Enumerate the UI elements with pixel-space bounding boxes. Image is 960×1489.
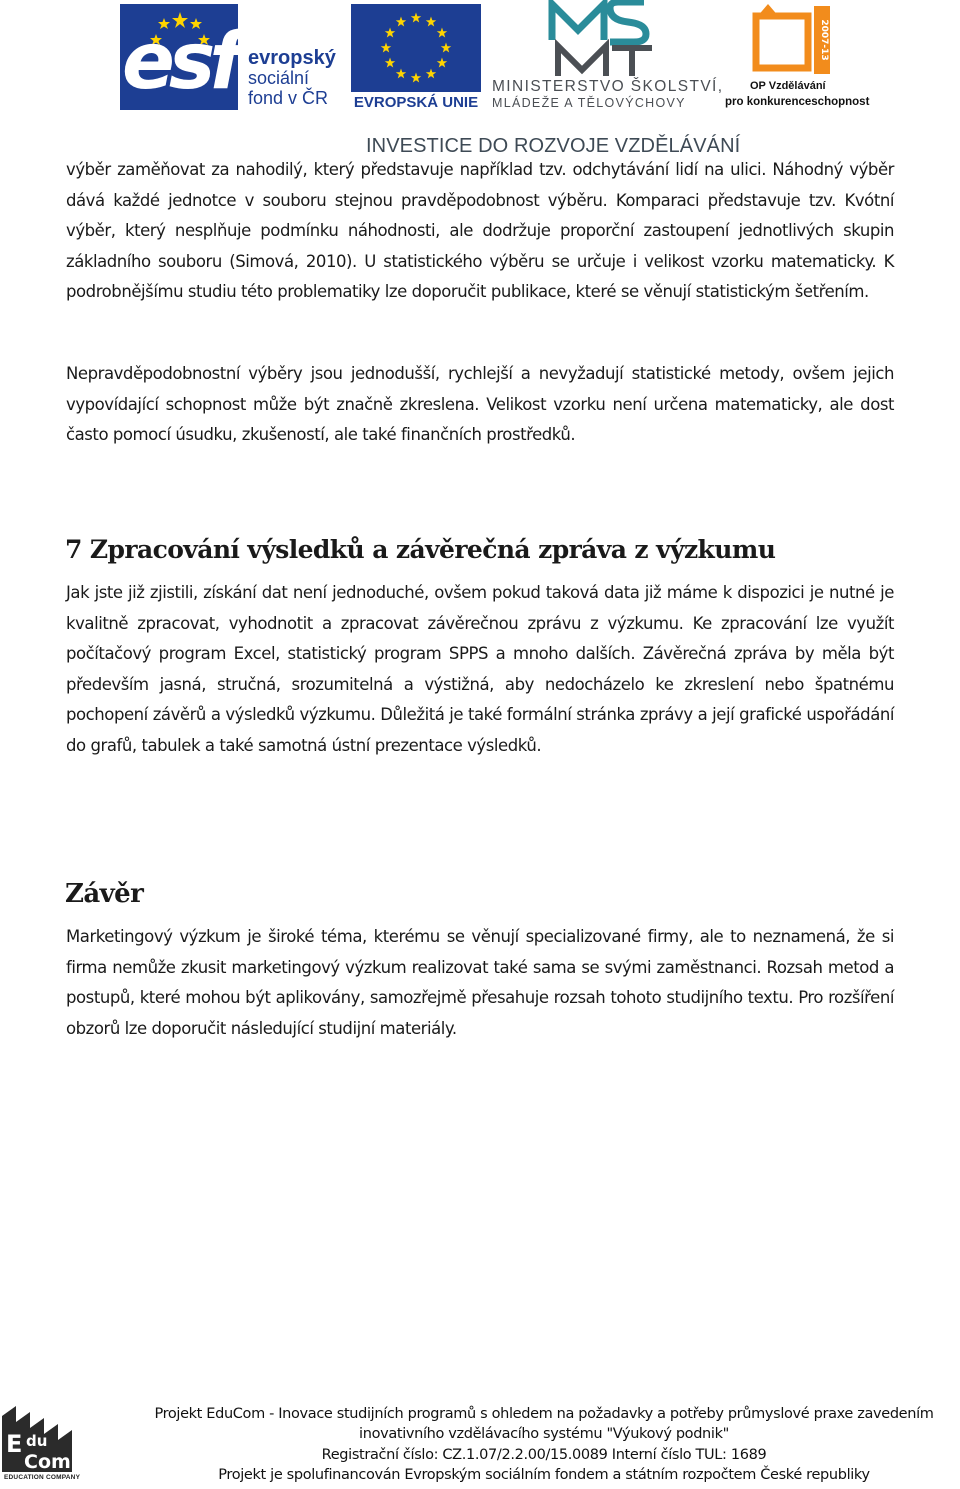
eu-star-icon	[385, 58, 395, 68]
section-heading-processing: 7 Zpracování výsledků a závěrečná zpráva z výzkumu	[65, 535, 776, 564]
op-vzdelavani-logo	[722, 2, 872, 112]
op-line-1: OP Vzdělávání	[750, 80, 826, 92]
educom-letters-com: Com	[24, 1451, 71, 1472]
educom-letters-du: du	[26, 1432, 48, 1450]
eu-logo-text: EVROPSKÁ UNIE	[353, 94, 479, 111]
educom-letter-e: E	[6, 1430, 23, 1458]
eu-flag-icon	[351, 4, 481, 92]
eu-star-icon	[426, 17, 436, 27]
op-logo-mark-icon	[750, 2, 834, 78]
paragraph-sampling: výběr zaměňovat za nahodilý, který představuje například tzv. odchytávání lidí na ulici. Náhodný výběr dává každé jednotce v souboru stejnou pravděpodobnost výběru. Komparaci představuje tzv. Kvótní výběr, který nesplňuje podmínku náhodnosti, ale dodržuje proporční zastoupení jednotlivých skupin základního souboru (Simová, 2010). U statistického výběru se určuje i velikost vzorku matematicky. K podrobnějšímu studiu této problematiky lze doporučit publikace, které se věnují statistickým šetřením.	[66, 160, 894, 302]
esf-line-2: sociální	[248, 68, 310, 88]
eu-star-icon	[437, 28, 447, 38]
educom-logo	[2, 1406, 82, 1480]
footer-line-1: Projekt EduCom - Inovace studijních programů s ohledem na požadavky a potřeby průmyslové praxe zavedením	[154, 1406, 934, 1422]
footer-line-3: Registrační číslo: CZ.1.07/2.2.00/15.0089 Interní číslo TUL: 1689	[321, 1446, 767, 1463]
eu-star-icon	[381, 43, 391, 53]
paragraph-nonprobability: Nepravděpodobnostní výběry jsou jednodušší, rychlejší a nevyžadují statistické metody, ovšem jejich vypovídající schopnost může být značně zkreslena. Velikost vzorku není určena matematicky, ale dost často pomocí úsudku, zkušeností, ale také finančních prostředků.	[66, 364, 894, 445]
op-years: 2007-13	[819, 19, 829, 61]
eu-star-icon	[411, 73, 421, 83]
section-heading-conclusion: Závěr	[65, 879, 144, 909]
eu-star-icon	[396, 68, 406, 78]
footer-line-2: inovativního vzdělávacího systému "Výukový podnik"	[359, 1426, 729, 1443]
paragraph-processing: Jak jste již zjistili, získání dat není jednoduché, ovšem pokud taková data již máme k dispozici je nutné je kvalitně zpracovat, vyhodnotit a zpracovat závěrečnou zprávu z výzkumu. Ke zpracování lze využít počítačový program Excel, statistický program SPPS a mnoho dalších. Závěrečná zpráva by měla být především jasná, stručná, srozumitelná a výstižná, aby nedocházelo ke zkreslení nebo špatnému pochopení závěrů a výsledků výzkumu. Důležitá je také formální stránka zprávy a její grafické uspořádání do grafů, tabulek a také samotná ústní prezentace výsledků.	[66, 583, 894, 755]
esf-letters: esf	[122, 17, 238, 107]
header-tagline: INVESTICE DO ROZVOJE VZDĚLÁVÁNÍ	[366, 135, 741, 157]
eu-star-icon	[437, 58, 447, 68]
esf-wordmark	[248, 48, 336, 108]
eu-star-icon	[441, 43, 451, 53]
paragraph-conclusion: Marketingový výzkum je široké téma, kterému se věnují specializované firmy, ale to neznamená, že si firma nemůže zkusit marketingový výzkum realizovat také sama se svými zaměstnanci. Rozsah metod a postupů, které mohou být aplikovány, samozřejmě přesahuje rozsah tohoto studijního textu. Pro rozšíření obzorů lze doporučit následující studijní materiály.	[66, 927, 894, 1038]
esf-line-1: evropský	[248, 47, 336, 69]
eu-star-icon	[396, 17, 406, 27]
educom-logo-icon	[2, 1406, 82, 1472]
msmt-logo	[492, 0, 724, 112]
msmt-line-1: MINISTERSTVO ŠKOLSTVÍ,	[492, 78, 724, 95]
esf-line-3: fond v ČR	[248, 88, 329, 108]
msmt-monogram-icon	[548, 0, 658, 78]
eu-logo	[351, 4, 481, 112]
page-footer	[96, 1404, 960, 1486]
eu-star-icon	[385, 28, 395, 38]
msmt-line-2: MLÁDEŽE A TĚLOVÝCHOVY	[492, 96, 686, 110]
footer-line-4: Projekt je spolufinancován Evropským sociálním fondem a státním rozpočtem České republiky	[218, 1467, 870, 1484]
educom-tagline: EDUCATION COMPANY	[4, 1474, 81, 1481]
eu-star-icon	[411, 13, 421, 23]
esf-logo-mark	[120, 4, 238, 110]
op-line-2: pro konkurenceschopnost	[725, 96, 870, 108]
eu-star-icon	[426, 68, 436, 78]
esf-logo	[120, 4, 345, 112]
